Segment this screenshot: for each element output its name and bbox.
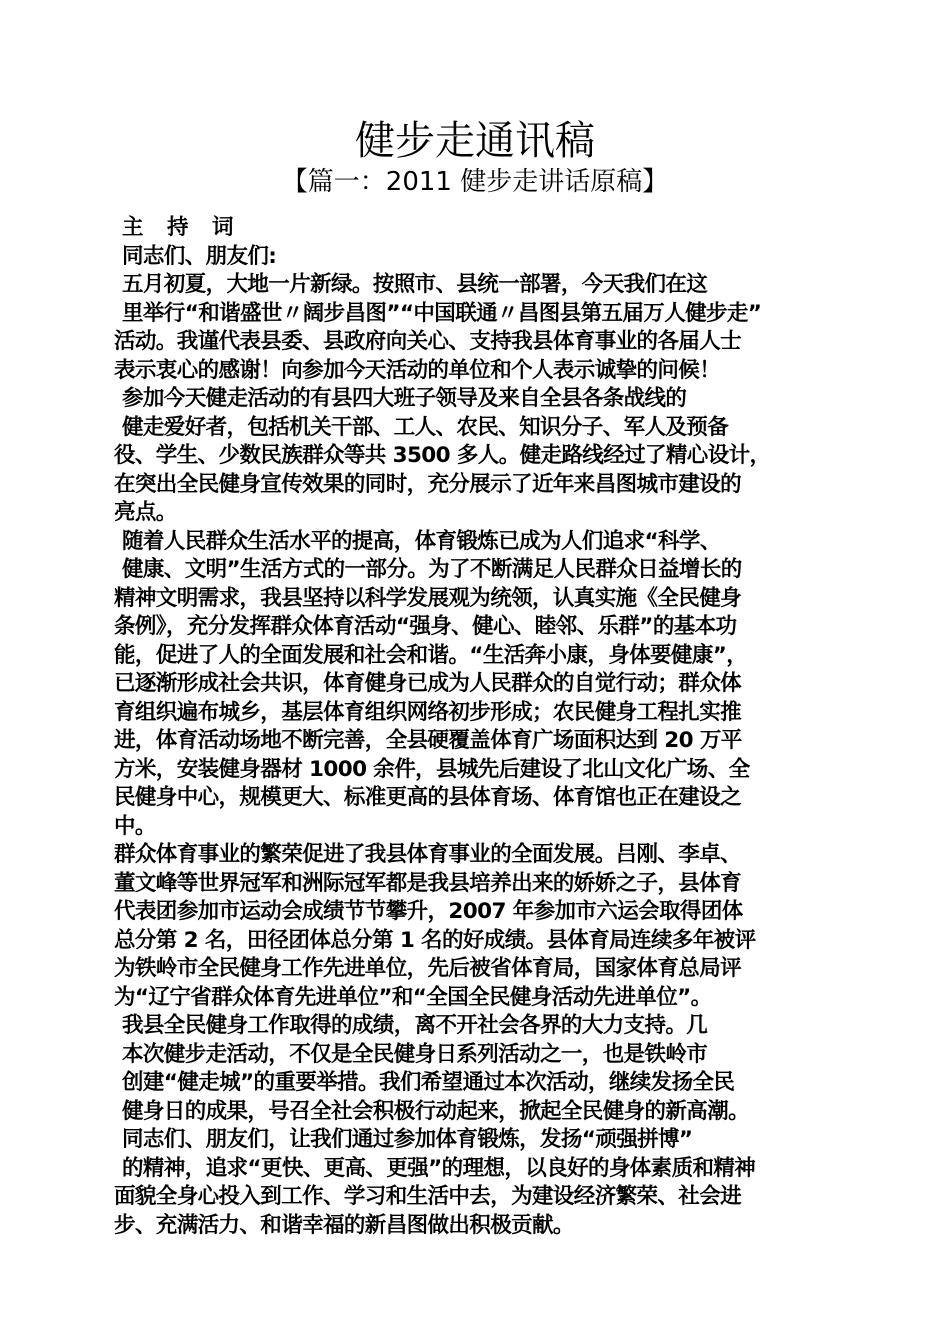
body-line: 步、充满活力、和谐幸福的新昌图做出积极贡献。 <box>114 1212 574 1238</box>
body-line: 我县全民健身工作取得的成绩，离不开社会各界的大力支持。几 <box>122 1013 708 1038</box>
body-line: 本次健步走活动，不仅是全民健身日系列活动之一，也是铁岭市 <box>122 1041 708 1067</box>
document-body <box>114 214 844 1240</box>
body-line: 役、学生、少数民族群众等共 3500 多人。健走路线经过了精心设计， <box>114 443 771 468</box>
body-line: 随着人民群众生活水平的提高，体育锻炼已成为人们追求“科学、 <box>122 528 721 554</box>
body-line: 中。 <box>114 813 156 839</box>
body-line: 健康、文明”生活方式的一部分。为了不断满足人民群众日益增长的 <box>122 557 742 582</box>
body-line: 主 持 词 <box>122 215 242 240</box>
body-line: 进，体育活动场地不断完善，全县硬覆盖体育广场面积达到 20 万平 <box>114 728 742 753</box>
document-title: 健步走通讯稿 <box>355 118 595 164</box>
body-line: 育组织遍布城乡，基层体育组织网络初步形成；农民健身工程扎实推 <box>114 699 742 725</box>
body-line: 健身日的成果，号召全社会积极行动起来，掀起全民健身的新高潮。 <box>122 1098 750 1124</box>
body-line: 创建“健走城”的重要举措。我们希望通过本次活动，继续发扬全民 <box>122 1070 735 1095</box>
body-line: 为“辽宁省群众体育先进单位”和“全国全民健身活动先进单位”。 <box>114 984 712 1010</box>
body-line: 方米，安装健身器材 1000 余件，县城先后建设了北山文化广场、全 <box>114 756 750 782</box>
body-line: 参加今天健走活动的有县四大班子领导及来自全县各条战线的 <box>122 386 687 411</box>
body-line: 面貌全身心投入到工作、学习和生活中去，为建设经济繁荣、社会进 <box>114 1184 742 1209</box>
body-line: 在突出全民健身宣传效果的同时，充分展示了近年来昌图城市建设的 <box>114 471 742 497</box>
body-line: 为铁岭市全民健身工作先进单位，先后被省体育局，国家体育总局评 <box>114 956 742 981</box>
body-line: 精神文明需求，我县坚持以科学发展观为统领，认真实施《全民健身 <box>114 585 742 611</box>
body-line: 同志们、朋友们: <box>122 243 277 269</box>
body-line: 活动。我谨代表县委、县政府向关心、支持我县体育事业的各届人士 <box>114 329 742 354</box>
body-line: 条例》，充分发挥群众体育活动“强身、健心、睦邻、乐群”的基本功 <box>114 614 737 639</box>
body-line: 群众体育事业的繁荣促进了我县体育事业的全面发展。吕刚、李卓、 <box>114 842 742 867</box>
body-line: 五月初夏，大地一片新绿。按照市、县统一部署，今天我们在这 <box>122 272 708 297</box>
body-line: 健走爱好者，包括机关干部、工人、农民、知识分子、军人及预备 <box>122 414 729 440</box>
body-line: 董文峰等世界冠军和洲际冠军都是我县培养出来的娇娇之子，县体育 <box>114 870 742 896</box>
body-line: 民健身中心，规模更大、标准更高的县体育场、体育馆也正在建设之 <box>114 785 742 810</box>
body-line: 总分第 2 名，田径团体总分第 1 名的好成绩。县体育局连续多年被评 <box>114 927 756 953</box>
document-subtitle: 【篇一：2011 健步走讲话原稿】 <box>281 167 669 197</box>
body-line: 代表团参加市运动会成绩节节攀升，2007 年参加市六运会取得团体 <box>114 899 743 924</box>
body-line: 同志们、朋友们，让我们通过参加体育锻炼，发扬“顽强拼博” <box>122 1127 693 1152</box>
body-line: 的精神，追求“更快、更高、更强”的理想，以良好的身体素质和精神 <box>122 1155 756 1181</box>
body-line: 已逐渐形成社会共识，体育健身已成为人民群众的自觉行动；群众体 <box>114 671 742 696</box>
body-line: 亮点。 <box>114 500 177 525</box>
body-line: 表示衷心的感谢！向参加今天活动的单位和个人表示诚挚的问候！ <box>114 357 721 383</box>
body-line: 里举行“和谐盛世〃阔步昌图”“中国联通〃昌图县第五届万人健步走” <box>122 300 762 326</box>
body-line: 能，促进了人的全面发展和社会和谐。“生活奔小康，身体要健康”， <box>114 642 748 668</box>
